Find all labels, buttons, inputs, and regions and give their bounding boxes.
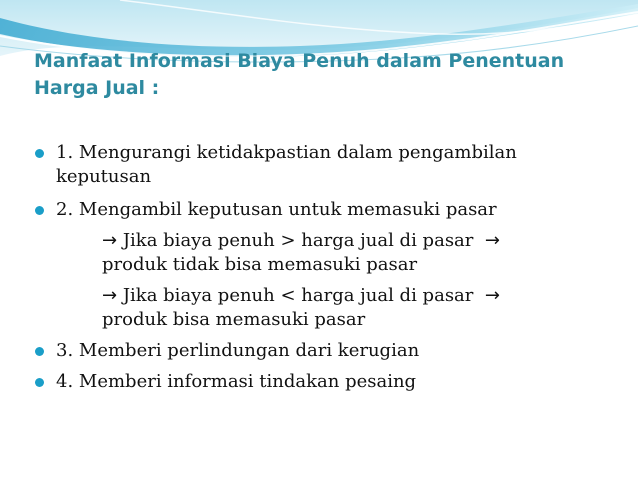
title-line-2: Harga Jual :: [34, 77, 160, 99]
bullet-item-4: [34, 370, 614, 394]
right-arrow-icon: →: [102, 230, 118, 251]
sub-item-1: [34, 229, 614, 277]
sub-item-text: Jika biaya penuh > harga jual di pasar: [122, 230, 474, 251]
bullet-dot-icon: [35, 347, 44, 356]
right-arrow-icon: →: [479, 285, 500, 306]
right-arrow-icon: →: [102, 285, 118, 306]
bullet-list: [34, 141, 614, 394]
bullet-item-2: [34, 198, 614, 222]
bullet-item-3: [34, 339, 614, 363]
right-arrow-icon: →: [479, 230, 500, 251]
sub-item-text: Jika biaya penuh < harga jual di pasar: [122, 285, 474, 306]
bullet-item-1: [34, 141, 614, 189]
slide-title: [34, 48, 594, 102]
bullet-dot-icon: [35, 378, 44, 387]
title-line-1: Manfaat Informasi Biaya Penuh dalam Penentuan: [34, 50, 565, 72]
bullet-dot-icon: [35, 149, 44, 158]
bullet-text: 3. Memberi perlindungan dari kerugian: [56, 340, 420, 361]
bullet-text: 2. Mengambil keputusan untuk memasuki pasar: [56, 199, 497, 220]
sub-item-text-continued: produk bisa memasuki pasar: [102, 309, 366, 330]
bullet-text-continued: keputusan: [56, 166, 152, 187]
bullet-dot-icon: [35, 206, 44, 215]
bullet-text: 4. Memberi informasi tindakan pesaing: [56, 371, 417, 392]
sub-item-2: [34, 284, 614, 332]
sub-item-text-continued: produk tidak bisa memasuki pasar: [102, 254, 418, 275]
bullet-text: 1. Mengurangi ketidakpastian dalam pengambilan: [56, 142, 517, 163]
